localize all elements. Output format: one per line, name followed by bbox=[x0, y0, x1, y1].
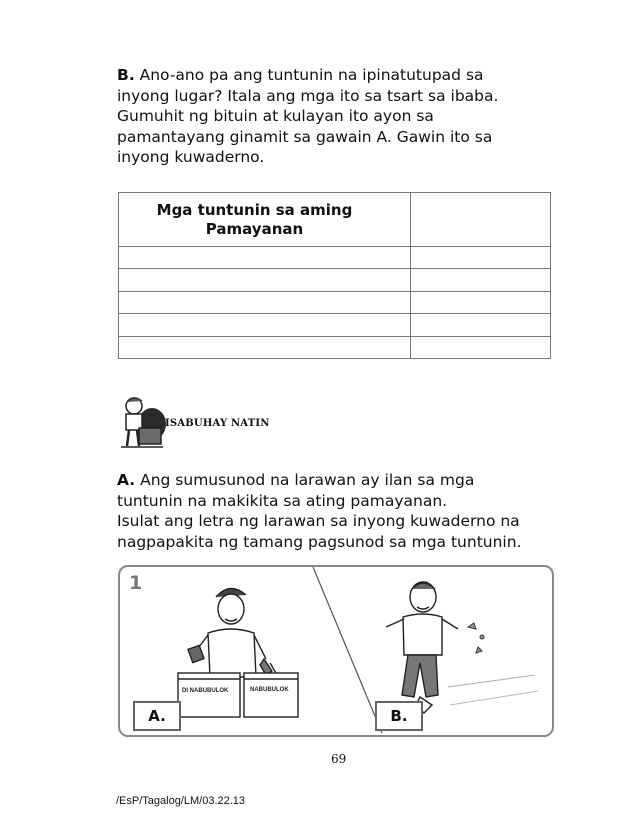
section-a-line-3: Isulat ang letra ng larawan sa inyong kuwaderno na bbox=[117, 512, 520, 530]
rules-chart-row bbox=[119, 269, 551, 291]
picture-label-b[interactable]: B. bbox=[375, 701, 423, 731]
section-b-line-3: Gumuhit ng bituin at kulayan ito ayon sa bbox=[117, 107, 434, 125]
section-b-line-5: inyong kuwaderno. bbox=[117, 148, 265, 166]
section-b-line-4: pamantayang ginamit sa gawain A. Gawin ito sa bbox=[117, 127, 493, 146]
rule-entry-cell[interactable] bbox=[119, 336, 411, 358]
section-b-instructions bbox=[117, 65, 567, 168]
section-a-line-1: Ang sumusunod na larawan ay ilan sa mga bbox=[135, 471, 475, 489]
rules-chart-row bbox=[119, 336, 551, 358]
isabuhay-natin-banner: ISABUHAY NATIN bbox=[165, 418, 270, 429]
picture-number: 1 bbox=[129, 572, 143, 594]
picture-divider bbox=[313, 567, 382, 733]
bin-label-nabubulok: NABUBULOK bbox=[250, 687, 289, 693]
rules-chart-header-row bbox=[119, 193, 551, 247]
litter-pieces bbox=[468, 623, 484, 653]
page-number: 69 bbox=[331, 752, 347, 766]
picture-illustration bbox=[120, 567, 550, 733]
section-a-instructions bbox=[117, 470, 567, 552]
rule-entry-cell[interactable] bbox=[119, 314, 411, 336]
star-entry-cell[interactable] bbox=[411, 336, 551, 358]
rules-chart-row bbox=[119, 314, 551, 336]
rule-entry-cell[interactable] bbox=[119, 269, 411, 291]
boy-segregating-trash bbox=[188, 588, 276, 677]
trash-bins bbox=[178, 673, 298, 717]
star-entry-cell[interactable] bbox=[411, 291, 551, 313]
rules-chart-header-line-2: Pamayanan bbox=[205, 219, 304, 238]
rule-entry-cell[interactable] bbox=[119, 247, 411, 269]
section-b-line-1: Ano-ano pa ang tuntunin na ipinatutupad sa bbox=[134, 66, 484, 84]
section-a-line-4: nagpapakita ng tamang pagsunod sa mga tuntunin. bbox=[117, 532, 522, 551]
rules-chart-header-cell bbox=[119, 193, 411, 247]
document-code-footer: /EsP/Tagalog/LM/03.22.13 bbox=[116, 795, 246, 807]
section-a-letter: A. bbox=[117, 471, 136, 489]
rule-entry-cell[interactable] bbox=[119, 291, 411, 313]
section-b-letter: B. bbox=[117, 66, 135, 84]
section-b-line-2: inyong lugar? Itala ang mga ito sa tsart sa ibaba. bbox=[117, 86, 499, 105]
bin-label-di-nabubulok: DI NABUBULOK bbox=[182, 688, 229, 694]
section-a-line-2: tuntunin na makikita sa ating pamayanan. bbox=[117, 491, 448, 510]
boy-littering bbox=[386, 582, 458, 713]
boy-with-box-icon bbox=[117, 392, 167, 450]
star-entry-cell[interactable] bbox=[411, 269, 551, 291]
rules-chart-row bbox=[119, 247, 551, 269]
star-entry-cell[interactable] bbox=[411, 247, 551, 269]
rules-chart bbox=[118, 192, 551, 359]
rules-chart-star-header-cell bbox=[411, 193, 551, 247]
rules-chart-header-line-1: Mga tuntunin sa aming bbox=[156, 200, 353, 219]
rules-chart-row bbox=[119, 291, 551, 313]
star-entry-cell[interactable] bbox=[411, 314, 551, 336]
picture-label-a[interactable]: A. bbox=[133, 701, 181, 731]
